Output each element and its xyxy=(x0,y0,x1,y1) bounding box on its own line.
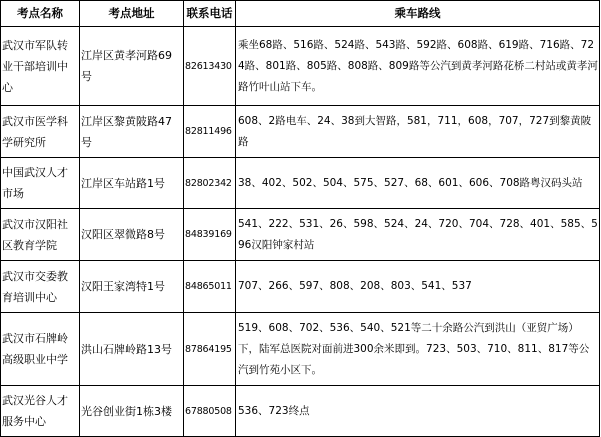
site-name: 武汉市交委教育培训中心 xyxy=(1,261,80,313)
site-name: 武汉光谷人才服务中心 xyxy=(1,386,80,437)
site-address: 江岸区黎黄陂路47号 xyxy=(80,106,184,158)
table-row xyxy=(1,261,600,313)
site-phone: 84839169 xyxy=(184,209,236,261)
site-route: 707、266、597、808、208、803、541、537 xyxy=(236,261,600,313)
site-phone: 84865011 xyxy=(184,261,236,313)
table-row xyxy=(1,313,600,386)
header-name: 考点名称 xyxy=(1,1,80,27)
site-address: 汉阳区翠微路8号 xyxy=(80,209,184,261)
site-route: 608、2路电车、24、38到大智路，581，711，608，707，727到黎黄陂路 xyxy=(236,106,600,158)
site-address: 汉阳王家湾特1号 xyxy=(80,261,184,313)
site-address: 洪山石牌岭路13号 xyxy=(80,313,184,386)
table-row xyxy=(1,209,600,261)
site-phone: 82802342 xyxy=(184,158,236,209)
site-route: 541、222、531、26、598、524、24、720、704、728、401、585、596汉阳钟家村站 xyxy=(236,209,600,261)
header-row xyxy=(1,1,600,27)
site-phone: 67880508 xyxy=(184,386,236,437)
site-route: 乘坐68路、516路、524路、543路、592路、608路、619路、716路、724路、801路、805路、808路、809路等公汽到黄孝河路花桥二村站或黄孝河路竹叶山站下车。 xyxy=(236,27,600,106)
site-name: 武汉市军队转业干部培训中心 xyxy=(1,27,80,106)
site-phone: 82613430 xyxy=(184,27,236,106)
header-address: 考点地址 xyxy=(80,1,184,27)
site-name: 中国武汉人才市场 xyxy=(1,158,80,209)
table-row xyxy=(1,27,600,106)
site-name: 武汉市医学科学研究所 xyxy=(1,106,80,158)
site-address: 江岸区黄孝河路69号 xyxy=(80,27,184,106)
site-address: 江岸区车站路1号 xyxy=(80,158,184,209)
site-name: 武汉市汉阳社区教育学院 xyxy=(1,209,80,261)
site-name: 武汉市石牌岭高级职业中学 xyxy=(1,313,80,386)
header-phone: 联系电话 xyxy=(184,1,236,27)
site-route: 519、608、702、536、540、521等二十余路公汽到洪山（亚贸广场）下，陆军总医院对面前进300余米即到。723、503、710、811、817等公汽到竹苑小区下。 xyxy=(236,313,600,386)
site-phone: 82811496 xyxy=(184,106,236,158)
site-phone: 87864195 xyxy=(184,313,236,386)
table-row xyxy=(1,158,600,209)
site-address: 光谷创业街1栋3楼 xyxy=(80,386,184,437)
table-row xyxy=(1,386,600,437)
header-route: 乘车路线 xyxy=(236,1,600,27)
table-row xyxy=(1,106,600,158)
site-route: 536、723终点 xyxy=(236,386,600,437)
site-route: 38、402、502、504、575、527、68、601、606、708路粤汉码头站 xyxy=(236,158,600,209)
